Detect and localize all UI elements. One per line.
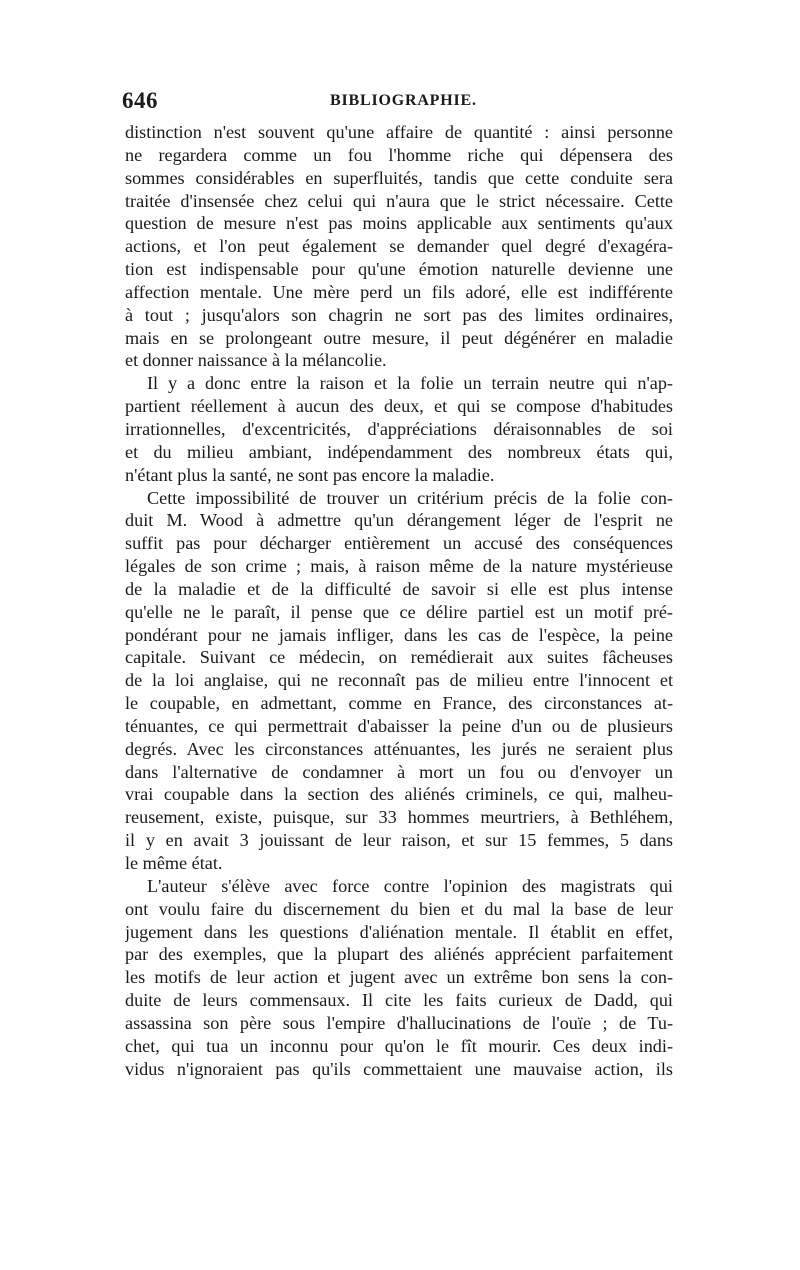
text-line: question de mesure n'est pas moins applicable aux sentiments qu'aux xyxy=(125,213,673,234)
text-line: n'étant plus la santé, ne sont pas encore la maladie. xyxy=(125,464,495,485)
text-line: Il y a donc entre la raison et la folie un terrain neutre qui n'ap- xyxy=(147,373,673,394)
body-text xyxy=(125,121,673,1080)
text-line: tion est indispensable pour qu'une émotion naturelle devienne une xyxy=(125,259,673,280)
text-line: le même état. xyxy=(125,853,223,873)
text-line: mais en se prolongeant outre mesure, il peut dégénérer en maladie xyxy=(125,327,673,348)
text-line: duit M. Wood à admettre qu'un dérangement léger de l'esprit ne xyxy=(125,510,673,531)
paragraph xyxy=(125,121,673,372)
page-header xyxy=(122,88,674,120)
text-line: duite de leurs commensaux. Il cite les faits curieux de Dadd, qui xyxy=(125,990,673,1011)
text-line: vidus n'ignoraient pas qu'ils commettaient une mauvaise action, ils xyxy=(125,1058,673,1079)
text-line: de la loi anglaise, qui ne reconnaît pas de milieu entre l'innocent et xyxy=(125,670,673,691)
text-line: dans l'alternative de condamner à mort un fou ou d'envoyer un xyxy=(125,761,673,782)
text-line: capitale. Suivant ce médecin, on remédierait aux suites fâcheuses xyxy=(125,647,673,668)
text-line: irrationnelles, d'excentricités, d'appréciations déraisonnables de soi xyxy=(125,418,673,439)
text-line: Cette impossibilité de trouver un critérium précis de la folie con- xyxy=(147,487,673,508)
paragraph xyxy=(125,487,673,875)
text-line: il y en avait 3 jouissant de leur raison, et sur 15 femmes, 5 dans xyxy=(125,830,673,851)
paragraph xyxy=(125,875,673,1081)
text-line: vrai coupable dans la section des aliénés criminels, ce qui, malheu- xyxy=(125,784,673,805)
text-line: par des exemples, que la plupart des aliénés apprécient parfaitement xyxy=(125,944,673,965)
text-line: ténuantes, ce qui permettrait d'abaisser la peine d'un ou de plusieurs xyxy=(125,715,673,736)
text-line: le coupable, en admettant, comme en France, des circonstances at- xyxy=(125,693,673,714)
text-line: et donner naissance à la mélancolie. xyxy=(125,350,387,371)
text-line: ne regardera comme un fou l'homme riche qui dépensera des xyxy=(125,144,673,165)
text-line: assassina son père sous l'empire d'hallucinations de l'ouïe ; de Tu- xyxy=(125,1012,673,1033)
text-line: ont voulu faire du discernement du bien et du mal la base de leur xyxy=(125,898,673,919)
text-line: sommes considérables en superfluités, tandis que cette conduite sera xyxy=(125,167,673,188)
text-line: affection mentale. Une mère perd un fils adoré, elle est indifférente xyxy=(125,281,673,302)
text-line: à tout ; jusqu'alors son chagrin ne sort pas des limites ordinaires, xyxy=(125,304,673,325)
text-line: pondérant pour ne jamais infliger, dans les cas de l'espèce, la peine xyxy=(125,624,673,645)
text-line: les motifs de leur action et jugent avec un extrême bon sens la con- xyxy=(125,967,673,988)
text-line: jugement dans les questions d'aliénation mentale. Il établit en effet, xyxy=(125,921,673,942)
paragraph xyxy=(125,372,673,486)
running-title: BIBLIOGRAPHIE. xyxy=(330,92,477,109)
text-line: chet, qui tua un inconnu pour qu'on le fît mourir. Ces deux indi- xyxy=(125,1035,673,1056)
text-line: et du milieu ambiant, indépendamment des nombreux états qui, xyxy=(125,441,673,462)
text-line: distinction n'est souvent qu'une affaire de quantité : ainsi personne xyxy=(125,122,673,142)
text-line: reusement, existe, puisque, sur 33 hommes meurtriers, à Bethléhem, xyxy=(125,807,673,828)
text-line: actions, et l'on peut également se demander quel degré d'exagéra- xyxy=(125,236,673,257)
text-line: traitée d'insensée chez celui qui n'aura que le strict nécessaire. Cette xyxy=(125,190,673,211)
text-line: L'auteur s'élève avec force contre l'opinion des magistrats qui xyxy=(147,875,673,896)
text-line: qu'elle ne le paraît, il pense que ce délire partiel est un motif pré- xyxy=(125,601,673,622)
text-line: partient réellement à aucun des deux, et qui se compose d'habitudes xyxy=(125,396,673,417)
text-line: degrés. Avec les circonstances atténuantes, les jurés ne seraient plus xyxy=(125,738,673,759)
text-line: légales de son crime ; mais, à raison même de la nature mystérieuse xyxy=(125,556,673,577)
text-line: suffit pas pour décharger entièrement un accusé des conséquences xyxy=(125,533,673,554)
page-number: 646 xyxy=(122,88,158,113)
text-line: de la maladie et de la difficulté de savoir si elle est plus intense xyxy=(125,578,673,599)
